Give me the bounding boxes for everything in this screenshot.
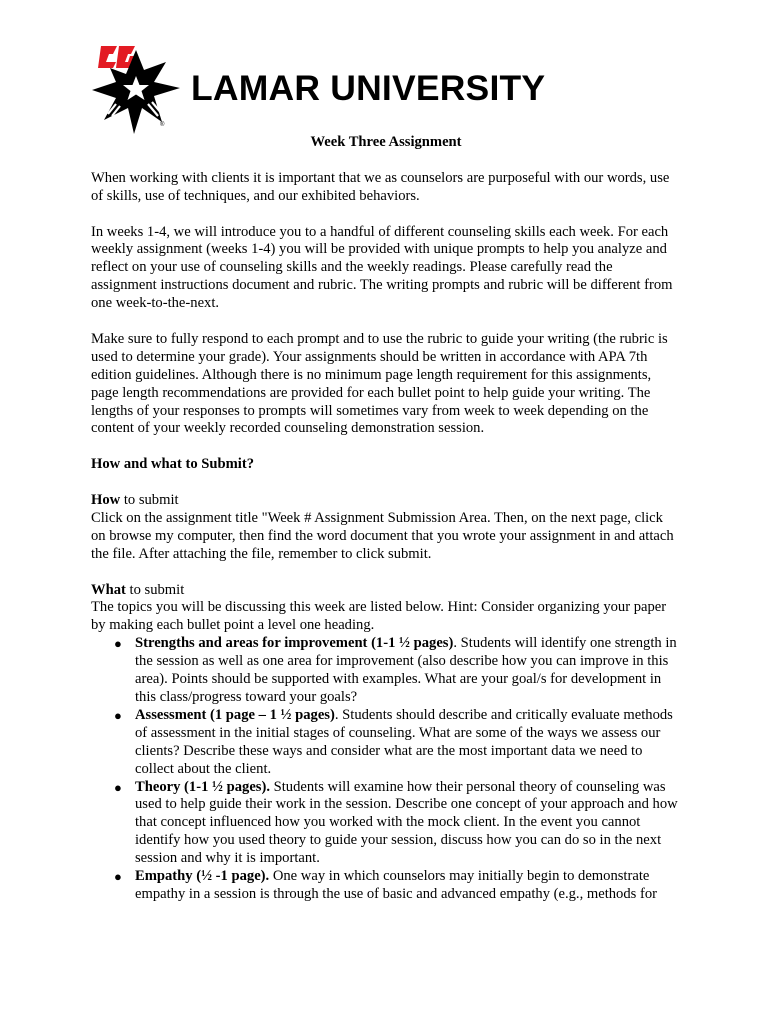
intro-paragraph-1: When working with clients it is important that we as counselors are purposeful with our words, use of skills, use of techniques, and our exhibited behaviors. [91,169,670,204]
assignment-title: Week Three Assignment [310,134,462,150]
topic-item [114,706,681,779]
topic-list [91,635,681,904]
topic-text: One way in which counselors may initially begin to demonstrate empathy in a session is through the use of basic and advanced empathy (e.g., methods for [135,868,657,902]
topic-title: Strengths and areas for improvement (1-1 ½ pages) [135,635,454,652]
what-section [91,582,681,904]
university-wordmark: LAMAR UNIVERSITY [191,68,546,108]
how-subheading [91,492,681,510]
bullet-icon: ● [114,869,122,885]
topic-title: Assessment (1 page – 1 ½ pages) [135,706,335,723]
what-suffix: to submit [125,581,185,598]
topic-text: . Students will identify one strength in the session as well as one area for improvement (also describe how you can improve in this area). Points should be supported with examples. What are your goal/s for development in this class/progress toward your goals? [135,635,677,705]
what-text: The topics you will be discussing this week are listed below. Hint: Consider organizing your paper by making each bullet point a level one heading. [91,599,667,634]
how-section [91,492,681,564]
submit-heading: How and what to Submit? [91,456,254,473]
bullet-icon: ● [114,779,122,795]
topic-item [114,868,681,904]
how-suffix: to submit [120,492,179,509]
topic-item [114,635,681,707]
document-header [90,44,570,136]
intro-paragraph-2: In weeks 1-4, we will introduce you to a handful of different counseling skills each week. For each weekly assignment (weeks 1-4) you will be provided with unique prompts to help you analyze and reflect on your use of counseling skills and the weekly readings. Please carefully read the assignment instructions document and rubric. The writing prompts and rubric will be different from one week-to-the-next. [91,223,673,312]
topic-text: . Students should describe and critically evaluate methods of assessment in the initial stages of counseling. What are some of the ways we assess our clients? Describe these ways and consider what are the most important data we need to collect about the client. [135,706,673,777]
bullet-icon: ● [114,707,122,723]
how-text: Click on the assignment title "Week # Assignment Submission Area. Then, on the next page, click on browse my computer, then find the word document that you wrote your assignment in and attach the file. After attaching the file, remember to click submit. [91,509,674,562]
what-label: What [91,581,126,598]
how-label: How [91,492,121,509]
topic-text: Students will examine how their personal theory of counseling was used to help guide their work in the session. Describe one concept of your approach and how that concept influenced how you worked with the mock client. In the event you cannot identify how you used theory to guide your session, discuss how you can do so in the next session and why it is important. [135,778,678,867]
registered-mark: ® [160,122,165,128]
bullet-icon: ● [114,636,122,652]
lamar-university-logo [90,44,182,136]
document-body [91,133,681,922]
intro-paragraph-3: Make sure to fully respond to each prompt and to use the rubric to guide your writing (the rubric is used to determine your grade). Your assignments should be written in accordance with APA 7th edition guidelines. Although there is no minimum page length requirement for this assignments, page length recommendations are provided for each bullet point to help guide your writing. The lengths of your responses to prompts will sometimes vary from week to week depending on the content of your weekly recorded counseling demonstration session. [91,330,668,437]
topic-item [114,778,681,869]
topic-title: Empathy (½ -1 page). [135,868,270,885]
topic-title: Theory (1-1 ½ pages). [135,778,270,795]
what-subheading [91,582,681,600]
